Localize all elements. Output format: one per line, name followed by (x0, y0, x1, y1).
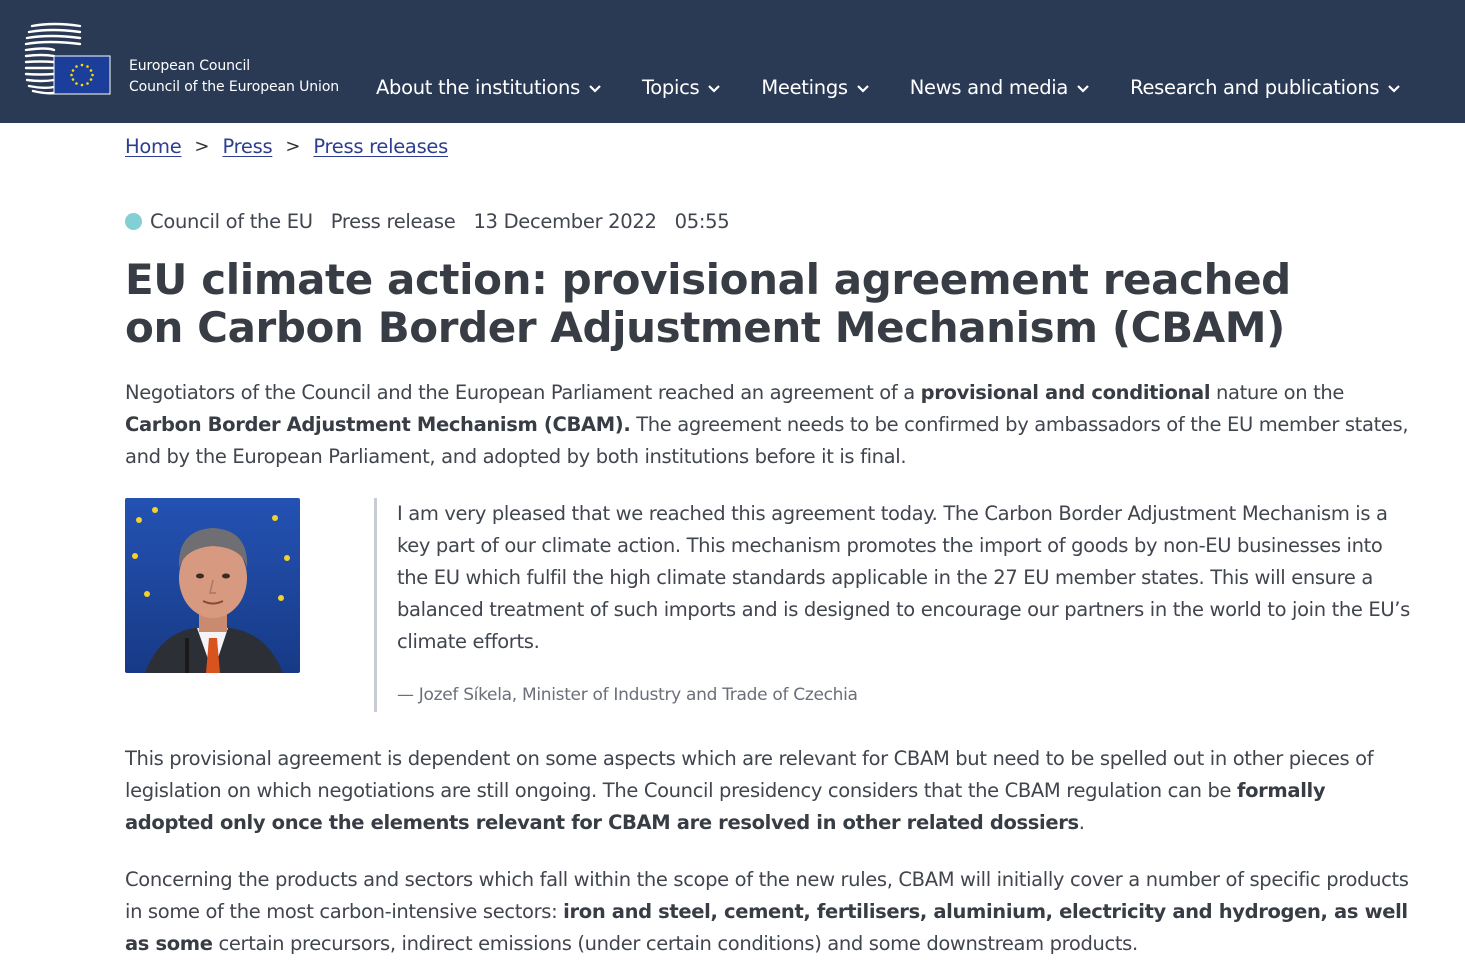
site-header (0, 0, 1465, 123)
nav-label: Topics (641, 75, 700, 99)
text: nature on the (1210, 381, 1345, 404)
eu-council-logo[interactable] (24, 22, 112, 96)
meta-type: Press release (330, 210, 456, 233)
text: Concerning the products and sectors which fall within the scope of the new rules, CBAM will initially cover a number of specific products in some of the most carbon-intensive sectors: (125, 868, 1409, 923)
council-dot-icon (125, 213, 142, 230)
bold-text: formally adopted only once the elements relevant for CBAM are resolved in other related dossiers (125, 779, 1326, 834)
meta-date: 13 December 2022 (473, 210, 657, 233)
main-navigation (376, 72, 1401, 102)
breadcrumb (125, 135, 448, 158)
chevron-down-icon (707, 84, 721, 94)
chevron-down-icon (1387, 84, 1401, 94)
breadcrumb-press-releases-link[interactable]: Press releases (313, 135, 448, 158)
meta-time: 05:55 (674, 210, 730, 233)
org-name-line2: Council of the European Union (129, 79, 340, 95)
nav-research-and-publications[interactable] (1130, 76, 1401, 99)
nav-label: Research and publications (1130, 75, 1380, 99)
text: . (1078, 811, 1085, 834)
breadcrumb-press-link[interactable]: Press (222, 135, 273, 158)
nav-topics[interactable] (642, 76, 721, 99)
bold-text: iron and steel, cement, fertilisers, aluminium, electricity and hydrogen, as well as some (125, 900, 1408, 955)
nav-label: News and media (909, 75, 1069, 99)
chevron-down-icon (588, 84, 602, 94)
org-name-line1: European Council (129, 58, 251, 74)
text: The agreement needs to be confirmed by ambassadors of the EU member states, and by the European Parliament, and adopted by both institutions before it is final. (125, 413, 1409, 468)
nav-label: About the institutions (376, 75, 580, 99)
nav-news-and-media[interactable] (910, 76, 1090, 99)
quote-bar (374, 498, 377, 712)
meta-source: Council of the EU (150, 210, 313, 233)
breadcrumb-home-link[interactable]: Home (125, 135, 182, 158)
organisation-name[interactable] (129, 56, 339, 98)
nav-about-the-institutions[interactable] (376, 76, 602, 99)
intro-paragraph (125, 377, 1415, 473)
nav-label: Meetings (761, 75, 848, 99)
bold-text: Carbon Border Adjustment Mechanism (CBAM). (125, 413, 631, 436)
paragraph-scope (125, 864, 1415, 960)
minister-photo (125, 498, 300, 673)
breadcrumb-separator: > (285, 136, 301, 157)
page-title: EU climate action: provisional agreement reached on Carbon Border Adjustment Mechanism (CBAM) (125, 255, 1291, 352)
bold-text: provisional and conditional (920, 381, 1211, 404)
text: Negotiators of the Council and the European Parliament reached an agreement of a (125, 381, 921, 404)
breadcrumb-separator: > (194, 136, 210, 157)
chevron-down-icon (1076, 84, 1090, 94)
nav-meetings[interactable] (761, 76, 869, 99)
chevron-down-icon (856, 84, 870, 94)
text: certain precursors, indirect emissions (under certain conditions) and some downstream products. (212, 932, 1138, 955)
quote-text: I am very pleased that we reached this agreement today. The Carbon Border Adjustment Mechanism is a key part of our climate action. This mechanism promotes the import of goods by non-EU businesses into the EU which fulfil the high climate standards applicable in the 27 EU member states. This will ensure a balanced treatment of such imports and is designed to encourage our partners in the world to join the EU’s climate efforts. (397, 502, 1410, 653)
quote-citation: — Jozef Síkela, Minister of Industry and Trade of Czechia (397, 685, 858, 705)
article-meta (125, 210, 729, 233)
text: This provisional agreement is dependent on some aspects which are relevant for CBAM but need to be spelled out in other pieces of legislation on which negotiations are still ongoing. The Council presidency considers that the CBAM regulation can be (125, 747, 1374, 802)
paragraph-provisional-agreement (125, 743, 1415, 839)
